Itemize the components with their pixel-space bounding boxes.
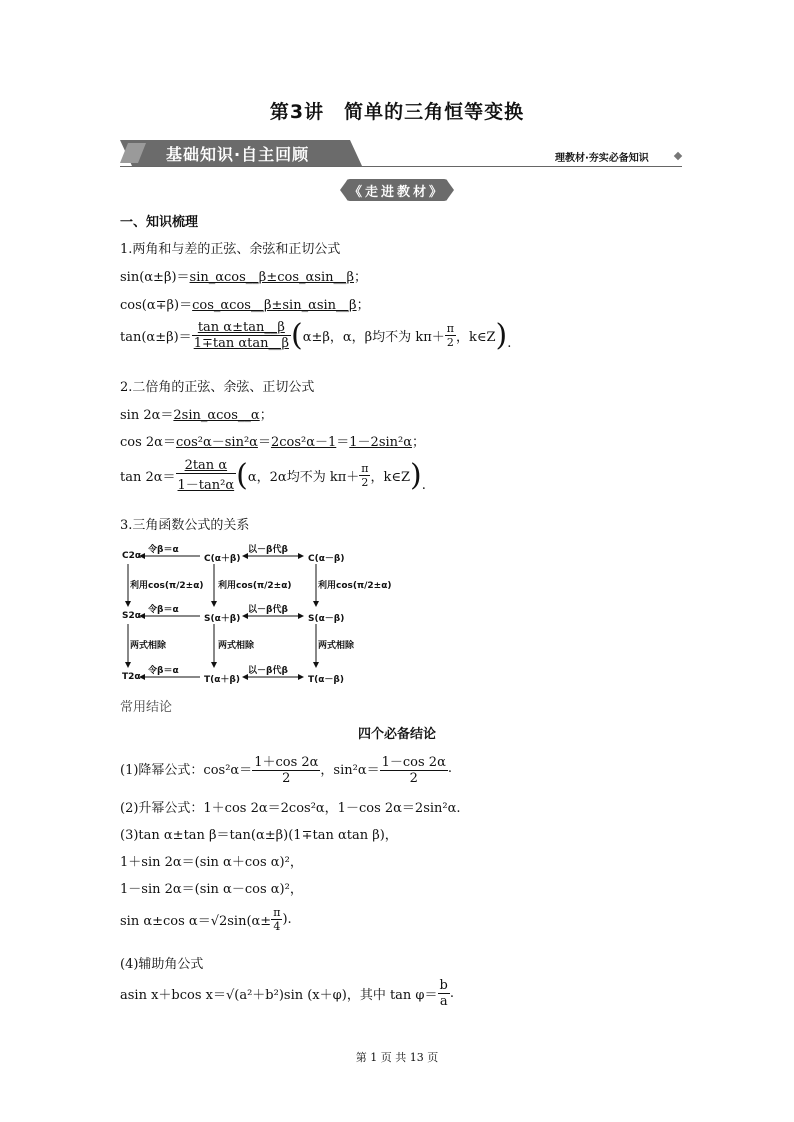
arrow-label-let: 令β＝α xyxy=(148,666,179,676)
equals: ＝ xyxy=(336,435,350,450)
formula-rhs: cos_αcos__β±sin_αsin__β xyxy=(192,298,357,313)
paren-open: ( xyxy=(290,317,303,353)
arrow-label-replace: 以－β代β xyxy=(248,666,288,676)
node-s2a: S2α xyxy=(122,611,141,621)
equals: ＝ xyxy=(257,435,271,450)
heading-four: 四个必备结论 xyxy=(357,727,436,742)
numerator: π xyxy=(446,322,454,335)
formula-rhs: 2sin_αcos__α xyxy=(173,408,260,423)
formula-lhs: sin(α±β)＝ xyxy=(120,270,190,285)
punct: ； xyxy=(259,408,273,423)
punct: . xyxy=(447,761,452,776)
conclusion-text: ，sin²α＝ xyxy=(320,763,380,778)
punct: ； xyxy=(356,298,370,313)
down-label-cos: 利用cos(π/2±α) xyxy=(218,581,292,591)
arrow-label-let: 令β＝α xyxy=(148,605,179,615)
denominator: 2 xyxy=(252,770,320,786)
arrow-label-let: 令β＝α xyxy=(148,545,179,555)
section-badge-label: 《走进教材》 xyxy=(348,185,445,200)
formula-cos-sum xyxy=(120,294,370,313)
down-label-divide: 两式相除 xyxy=(218,641,255,651)
numerator: π xyxy=(361,462,369,475)
numerator: tan α±tan__β xyxy=(197,320,285,335)
formula-lhs: sin 2α＝ xyxy=(120,408,174,423)
denominator: 4 xyxy=(271,919,282,933)
banner-divider xyxy=(120,166,682,167)
punct: . xyxy=(421,478,426,493)
conclusion-text: asin x＋bcos x＝√(a²＋b²)sin (x＋φ)，其中 tan φ＝ xyxy=(120,988,438,1003)
arrow-label-replace: 以－β代β xyxy=(248,545,288,555)
conclusion-reduce-power xyxy=(120,751,452,786)
fraction xyxy=(252,751,320,786)
punct: . xyxy=(449,986,454,1001)
condition-tail: ，k∈Z xyxy=(455,330,496,345)
formula-part: 2cos²α－1 xyxy=(270,435,337,450)
node-t2a: T2α xyxy=(122,672,141,682)
down-label-divide: 两式相除 xyxy=(318,641,355,651)
formula-lhs: tan 2α＝ xyxy=(120,470,176,485)
numerator: 1－cos 2α xyxy=(381,755,446,770)
node-c2a: C2α xyxy=(122,551,142,561)
punct: ； xyxy=(412,435,426,450)
fraction xyxy=(380,751,448,786)
conclusion-tan-sum: (3)tan α±tan β＝tan(α±β)(1∓tan αtan β)， xyxy=(120,828,398,843)
conclusion-one-plus-sin: 1＋sin 2α＝(sin α＋cos α)²， xyxy=(120,855,303,870)
heading-sum-diff: 1.两角和与差的正弦、余弦和正切公式 xyxy=(120,242,341,257)
node-t-sum: T(α＋β) xyxy=(204,675,240,685)
numerator: 2tan α xyxy=(184,458,228,473)
formula-lhs: cos(α∓β)＝ xyxy=(120,298,193,313)
arrow-label-replace: 以－β代β xyxy=(248,605,288,615)
node-s-sum: S(α＋β) xyxy=(204,614,241,624)
heading-knowledge: 一、知识梳理 xyxy=(120,215,199,230)
conclusion-text: sin α±cos α＝√2sin(α± xyxy=(120,914,272,929)
diamond-icon xyxy=(674,152,682,160)
heading-double-angle: 2.二倍角的正弦、余弦、正切公式 xyxy=(120,380,315,395)
denominator: 2 xyxy=(380,770,448,786)
denominator: a xyxy=(438,993,450,1009)
numerator: 1＋cos 2α xyxy=(254,755,319,770)
node-c-diff: C(α－β) xyxy=(308,554,345,564)
page-footer: 第 1 页 共 13 页 xyxy=(355,1051,439,1064)
paren-close: ) xyxy=(410,457,422,493)
condition-tail: ，k∈Z xyxy=(370,470,411,485)
formula-tan-sum xyxy=(120,317,512,353)
punct: . xyxy=(507,336,512,351)
fraction xyxy=(192,320,291,351)
numerator: b xyxy=(439,978,448,993)
fraction xyxy=(176,458,237,493)
banner-right-label: 理教材·夯实必备知识 xyxy=(555,153,649,164)
formula-tan-double xyxy=(120,458,426,493)
down-label-cos: 利用cos(π/2±α) xyxy=(130,581,204,591)
down-label-cos: 利用cos(π/2±α) xyxy=(318,581,392,591)
punct: ； xyxy=(354,270,368,285)
conclusion-auxiliary-angle xyxy=(120,978,454,1009)
fraction xyxy=(445,322,456,349)
node-s-diff: S(α－β) xyxy=(308,614,345,624)
banner-left-label: 基础知识·自主回顾 xyxy=(166,145,310,164)
node-t-diff: T(α－β) xyxy=(308,675,344,685)
heading-auxiliary-angle: (4)辅助角公式 xyxy=(120,957,204,972)
fraction xyxy=(359,462,370,489)
node-c-sum: C(α＋β) xyxy=(204,554,241,564)
fraction xyxy=(438,978,450,1009)
heading-relations: 3.三角函数公式的关系 xyxy=(120,518,250,533)
conclusion-raise-power: (2)升幂公式：1＋cos 2α＝2cos²α，1－cos 2α＝2sin²α. xyxy=(120,801,461,816)
conclusion-one-minus-sin: 1－sin 2α＝(sin α－cos α)²， xyxy=(120,882,303,897)
denominator: 1－tan²α xyxy=(176,473,237,493)
page-title: 第3讲 简单的三角恒等变换 xyxy=(269,101,525,123)
heading-common: 常用结论 xyxy=(120,700,173,715)
condition: α±β，α，β均不为 kπ＋ xyxy=(302,330,445,345)
formula-lhs: tan(α±β)＝ xyxy=(120,330,192,345)
formula-cos-double xyxy=(120,431,425,450)
formula-part: cos²α－sin²α xyxy=(175,435,258,450)
numerator: π xyxy=(273,906,281,919)
fraction xyxy=(271,906,282,933)
denominator: 2 xyxy=(445,335,456,349)
condition: α，2α均不为 kπ＋ xyxy=(247,470,360,485)
down-label-divide: 两式相除 xyxy=(130,641,167,651)
denominator: 1∓tan αtan__β xyxy=(193,336,289,351)
conclusion-text: (1)降幂公式：cos²α＝ xyxy=(120,763,253,778)
formula-part: 1－2sin²α xyxy=(349,435,413,450)
denominator: 2 xyxy=(359,475,370,489)
conclusion-text: ). xyxy=(282,912,292,927)
conclusion-sin-cos xyxy=(120,906,292,933)
paren-open: ( xyxy=(236,457,248,493)
formula-rhs: sin_αcos__β±cos_αsin__β xyxy=(189,270,354,285)
paren-close: ) xyxy=(495,317,508,353)
formula-lhs: cos 2α＝ xyxy=(120,435,176,450)
formula-sin-sum xyxy=(120,266,367,285)
formula-sin-double xyxy=(120,404,273,423)
